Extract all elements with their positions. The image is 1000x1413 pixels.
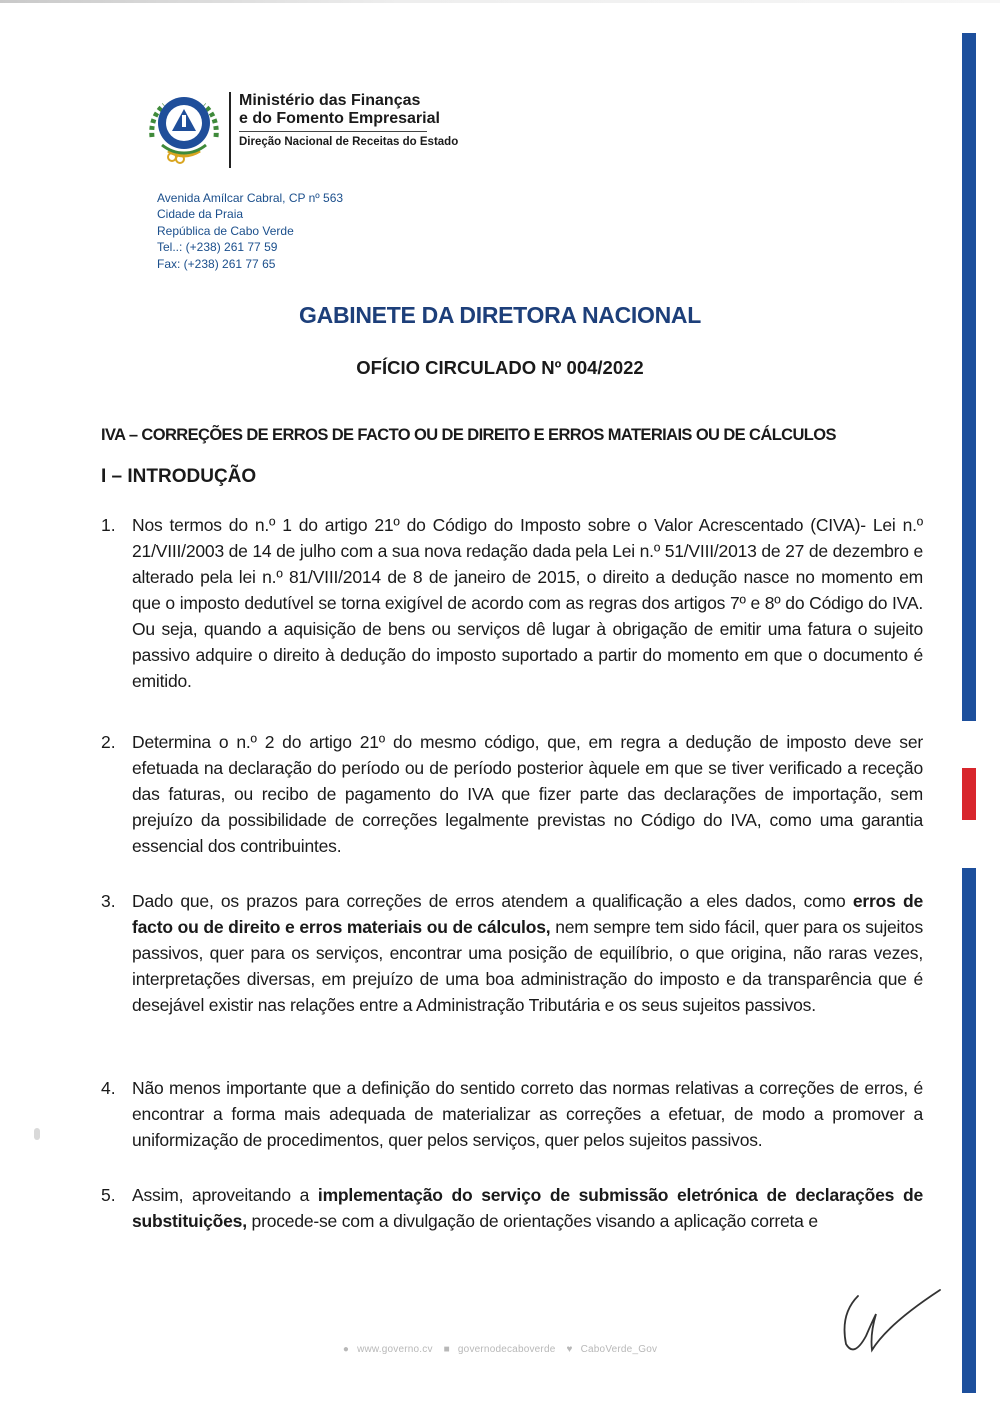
footer-links [0, 1344, 1000, 1355]
text-segment: procede-se com a divulgação de orientações visando a aplicação correta e [246, 1211, 818, 1231]
office-title: GABINETE DA DIRETORA NACIONAL [299, 302, 701, 328]
scan-edge [0, 0, 1000, 3]
subject-heading: IVA – CORREÇÕES DE ERROS DE FACTO OU DE DIREITO E ERROS MATERIAIS OU DE CÁLCULOS [101, 426, 836, 444]
text-segment: Dado que, os prazos para correções de erros atendem a qualificação a eles dados, como [132, 891, 853, 911]
address-block [157, 190, 343, 272]
scan-mark [34, 1128, 40, 1140]
text-segment: nem sempre tem sido fácil, quer para os sujeitos passivos, quer para os serviços, encontrar uma posição de equilíbrio, o que origina, não raras vezes, interpretações diversas, em prejuízo de uma boa administração do imposto e da transparência que é desejável existir nas relações entre a Administração Tributária e os seus sujeitos passivos. [132, 917, 923, 1015]
address-fax: Fax: (+238) 261 77 65 [157, 256, 276, 271]
section-heading: I – INTRODUÇÃO [101, 466, 257, 487]
facebook-icon: ■ [443, 1344, 450, 1355]
paragraph-number: 3. [101, 891, 116, 911]
paragraph-text: Determina o n.º 2 do artigo 21º do mesmo código, que, em regra a dedução de imposto deve ser efetuada na declaração do período ou de período posterior àquele em que se tiver verificado a receção das faturas, ou recibo de pagamento do IVA que fizer parte das declarações de importação, sem prejuízo da possibilidade de correções legalmente previstas no Código do IVA, como uma garantia essencial dos contribuintes. [132, 732, 923, 856]
address-city: Cidade da Praia [157, 207, 244, 222]
twitter-icon: ♥ [566, 1344, 573, 1355]
paragraph-number: 5. [101, 1185, 116, 1205]
bold-segment: implementação do serviço de submissão eletrónica de declarações de substituições, [132, 1185, 923, 1231]
address-street: Avenida Amílcar Cabral, CP nº 563 [157, 191, 344, 205]
paragraph-text [132, 1182, 923, 1234]
footer-twitter[interactable]: CaboVerde_Gov [580, 1344, 658, 1355]
address-country: República de Cabo Verde [157, 223, 294, 238]
globe-icon: ● [342, 1344, 350, 1355]
directorate-name: Direção Nacional de Receitas do Estado [239, 136, 459, 148]
ministry-rule [239, 131, 427, 132]
ministry-line2: e do Fomento Empresarial [239, 110, 440, 127]
footer-facebook[interactable]: governodecaboverde [457, 1344, 556, 1355]
circular-number: OFÍCIO CIRCULADO Nº 004/2022 [356, 357, 644, 378]
ministry-line1: Ministério das Finanças [239, 92, 421, 109]
footer-website[interactable]: www.governo.cv [357, 1344, 433, 1355]
paragraph-number: 1. [101, 515, 116, 535]
paragraph-text [132, 888, 923, 1018]
coat-of-arms-logo [142, 87, 226, 171]
paragraph-text: Nos termos do n.º 1 do artigo 21º do Código do Imposto sobre o Valor Acrescentado (CIVA)- Lei n.º 21/VIII/2003 de 14 de julho com a sua nova redação dada pela Lei n.º 51/VIII/2013 de 27 de dezembro e alterado pela lei n.º 81/VIII/2014 de 8 de janeiro de 2015, o direito a dedução nasce no momento em que o imposto dedutível se torna exigível de acordo com as regras dos artigos 7º e 8º do Código do IVA. Ou seja, quando a aquisição de bens ou serviços dê lugar à obrigação de emitir uma fatura o sujeito passivo adquire o direito à dedução do imposto suportado a partir do momento em que o documento é emitido. [132, 515, 923, 691]
side-bar-blue-bottom [962, 868, 976, 1393]
paragraph-number: 4. [101, 1078, 116, 1098]
paragraph-text: Não menos importante que a definição do sentido correto das normas relativas a correções de erros, é encontrar a forma mais adequada de materializar as correções a efetuar, de modo a promover a uniformização de procedimentos, quer pelos serviços, quer pelos sujeitos passivos. [132, 1078, 923, 1150]
bold-segment: erros de facto ou de direito e erros materiais ou de cálculos, [132, 891, 923, 937]
text-segment: Assim, aproveitando a [132, 1185, 318, 1205]
ministry-header [229, 92, 458, 168]
side-bar-red [962, 768, 976, 820]
address-tel: Tel..: (+238) 261 77 59 [157, 240, 278, 255]
paragraph-number: 2. [101, 732, 116, 752]
